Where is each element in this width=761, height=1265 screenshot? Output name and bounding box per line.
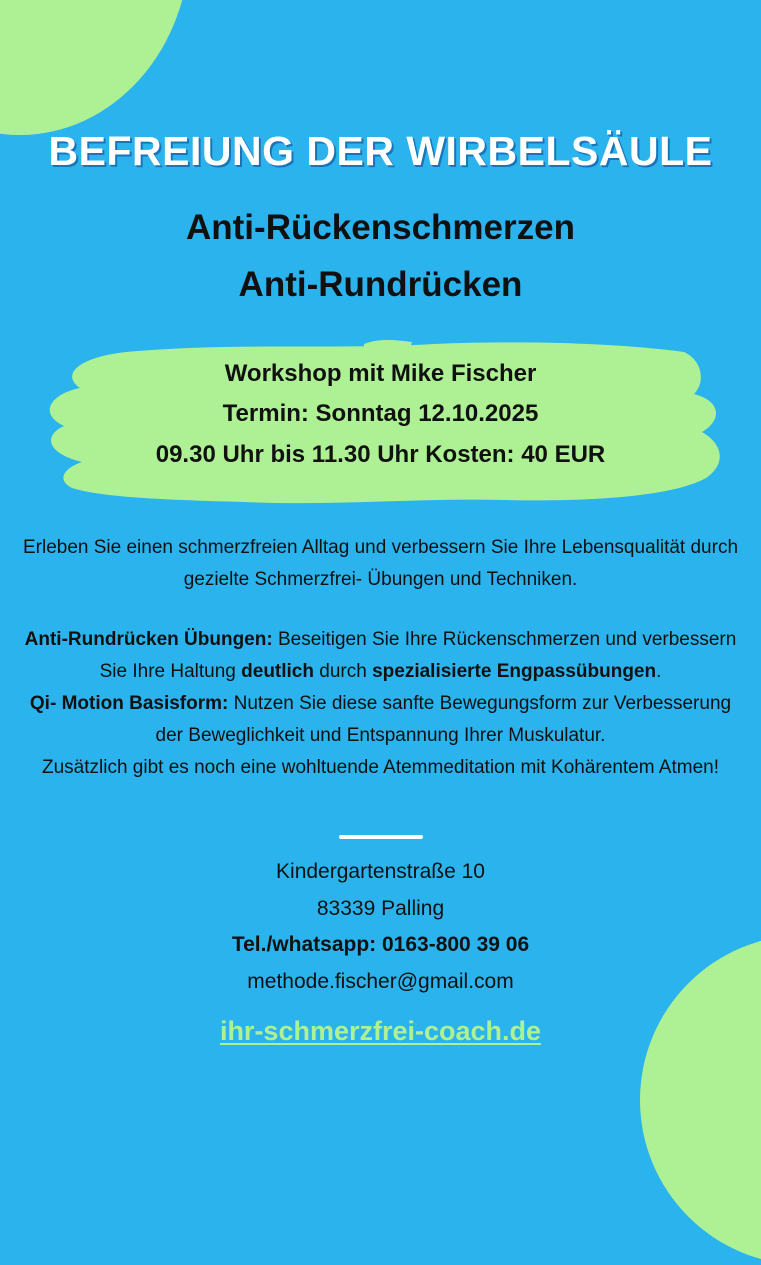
workshop-host: Workshop mit Mike Fischer [224, 360, 537, 387]
address-street: Kindergartenstraße 10 [276, 860, 485, 883]
detail-text: durch [313, 661, 373, 682]
intro-text: Erleben Sie einen schmerzfreien Alltag und verbessern Sie Ihre Lebensqualität durch gezielte Schmerzfrei- Übungen und Techniken. [22, 537, 739, 590]
detail-text: . [656, 661, 662, 682]
program-details [20, 624, 741, 784]
contact-email: methode.fischer@gmail.com [247, 970, 514, 993]
detail-text: Beseitigen Sie Ihre Rückenschmerzen und verbessern Sie Ihre Haltung [99, 629, 737, 682]
detail-label-qi-motion: Qi- Motion Basisform: [29, 693, 229, 714]
address-city: 83339 Palling [316, 897, 445, 920]
subtitle-round-back: Anti-Rundrücken [238, 265, 523, 304]
decorative-blob-top-left [0, 0, 190, 135]
website-link[interactable]: ihr-schmerzfrei-coach.de [219, 1016, 542, 1046]
contact-phone: Tel./whatsapp: 0163-800 39 06 [231, 933, 530, 956]
detail-emphasis: spezialisierte Engpassübungen [372, 661, 657, 682]
divider [339, 835, 423, 839]
detail-label-round-back: Anti-Rundrücken Übungen: [24, 629, 273, 650]
page-title: BEFREIUNG DER WIRBELSÄULE [48, 128, 713, 174]
detail-emphasis: deutlich [241, 661, 314, 682]
subtitle-back-pain: Anti-Rückenschmerzen [186, 208, 575, 247]
workshop-date: Termin: Sonntag 12.10.2025 [222, 400, 539, 427]
workshop-time-cost: 09.30 Uhr bis 11.30 Uhr Kosten: 40 EUR [155, 441, 606, 468]
detail-text: Nutzen Sie diese sanfte Bewegungsform zur Verbesserung der Beweglichkeit und Entspannung Ihrer Muskulatur. [155, 693, 732, 746]
detail-breathing: Zusätzlich gibt es noch eine wohltuende Atemmeditation mit Kohärentem Atmen! [42, 757, 719, 778]
